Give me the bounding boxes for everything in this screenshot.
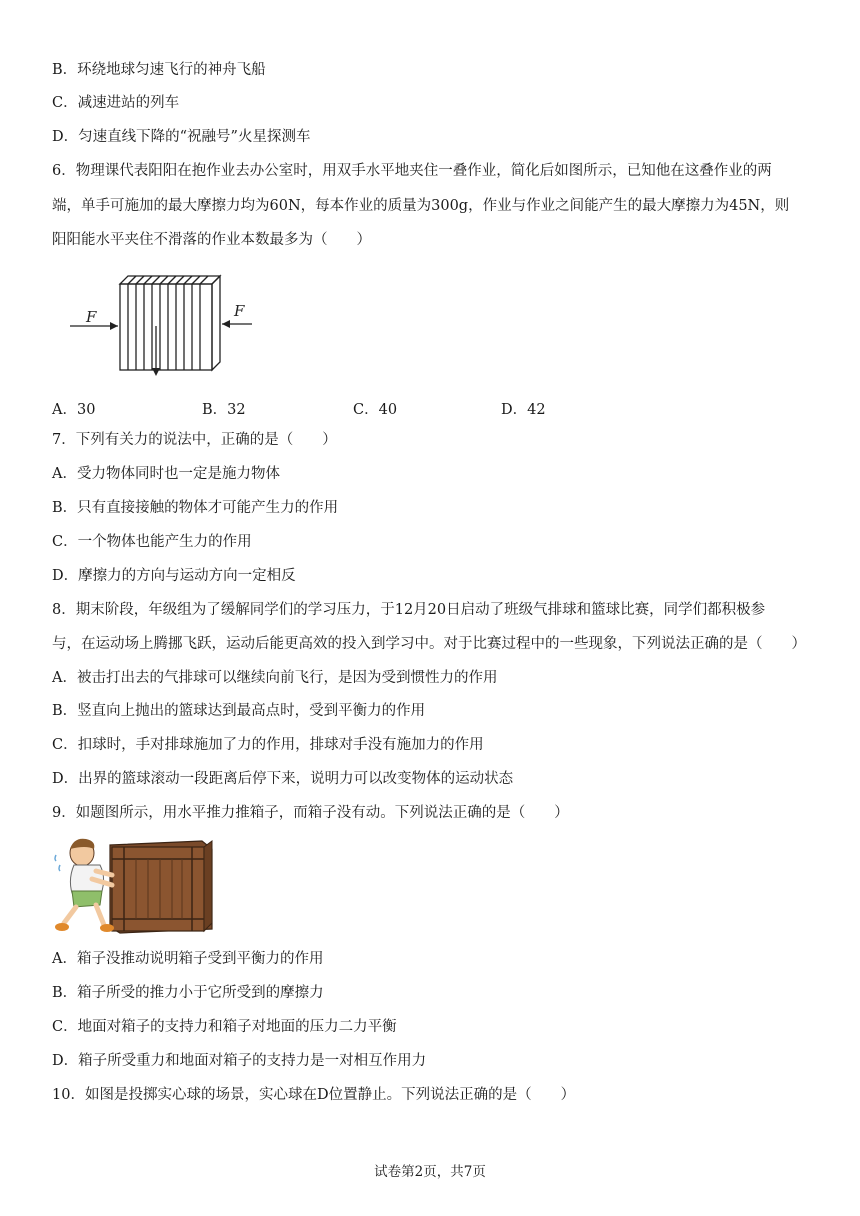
option-c: C．40 [353,402,398,418]
option-d: D．42 [501,402,546,418]
boy-icon [55,839,114,932]
question-6-line-2: 端，单手可施加的最大摩擦力均为60N，每本作业的质量为300g，作业与作业之间能产生的最大摩擦力为45N，则 [52,198,790,214]
question-9: 9．如题图所示，用水平推力推箱子，而箱子没有动。下列说法正确的是（ ） [52,805,569,821]
question-9-option-c: C．地面对箱子的支持力和箱子对地面的压力二力平衡 [52,1019,397,1035]
question-7: 7．下列有关力的说法中，正确的是（ ） [52,432,337,448]
question-9-option-a: A．箱子没推动说明箱子受到平衡力的作用 [52,951,324,967]
right-force-label: F [234,302,245,320]
question-8-option-b: B．竖直向上抛出的篮球达到最高点时，受到平衡力的作用 [52,703,426,719]
question-9-option-b: B．箱子所受的推力小于它所受到的摩擦力 [52,985,324,1001]
homework-stack-figure [62,266,262,386]
question-8-option-c: C．扣球时，手对排球施加了力的作用，排球对手没有施加力的作用 [52,737,484,753]
option-a: A．30 [52,402,96,418]
left-force-label: F [86,308,97,326]
crate-icon [110,841,212,933]
question-6-line-3: 阳阳能水平夹住不滑落的作业本数最多为（ ） [52,232,371,248]
option-d: D．匀速直线下降的“祝融号”火星探测车 [52,129,311,145]
option-b: B．环绕地球匀速飞行的神舟飞船 [52,62,266,78]
question-8-line-2: 与，在运动场上腾挪飞跃，运动后能更高效的投入到学习中。对于比赛过程中的一些现象，下列说法正确的是（ ） [52,636,806,652]
question-7-option-c: C．一个物体也能产生力的作用 [52,534,252,550]
question-7-option-b: B．只有直接接触的物体才可能产生力的作用 [52,500,339,516]
boy-pushing-crate-figure [52,835,217,935]
question-8-option-a: A．被击打出去的气排球可以继续向前飞行，是因为受到惯性力的作用 [52,670,498,686]
question-6-options [52,398,752,418]
question-10: 10．如图是投掷实心球的场景，实心球在D位置静止。下列说法正确的是（ ） [52,1087,576,1103]
question-8-line-1: 8．期末阶段，年级组为了缓解同学们的学习压力，于12月20日启动了班级气排球和篮球比赛，同学们都积极参 [52,602,766,618]
question-6-line-1: 6．物理课代表阳阳在抱作业去办公室时，用双手水平地夹住一叠作业，简化后如图所示，已知他在这叠作业的两 [52,163,772,179]
option-c: C．减速进站的列车 [52,95,180,111]
question-7-option-a: A．受力物体同时也一定是施力物体 [52,466,280,482]
page-footer: 试卷第2页，共7页 [374,1164,486,1180]
question-9-option-d: D．箱子所受重力和地面对箱子的支持力是一对相互作用力 [52,1053,427,1069]
question-8-option-d: D．出界的篮球滚动一段距离后停下来，说明力可以改变物体的运动状态 [52,771,514,787]
question-7-option-d: D．摩擦力的方向与运动方向一定相反 [52,568,296,584]
option-b: B．32 [202,402,246,418]
